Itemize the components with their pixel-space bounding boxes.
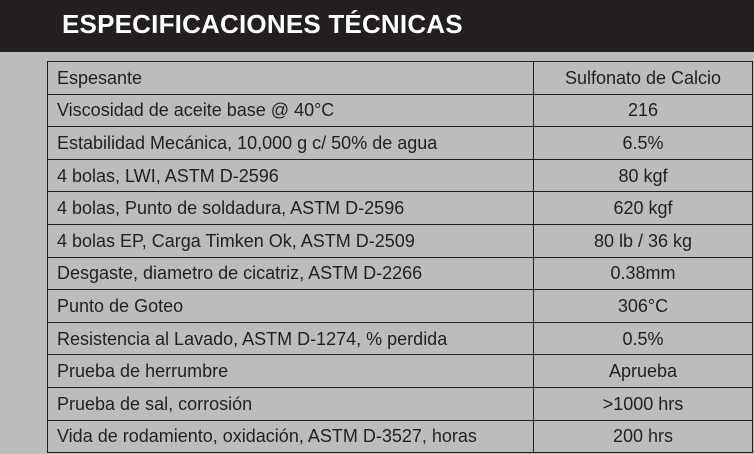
specifications-table	[47, 61, 753, 453]
table-row	[48, 127, 753, 160]
table-row	[48, 224, 753, 257]
spec-property: Prueba de sal, corrosión	[48, 387, 534, 420]
section-header	[0, 0, 754, 52]
spec-value: Sulfonato de Calcio	[534, 62, 753, 95]
spec-value: 80 kgf	[534, 159, 753, 192]
table-row	[48, 355, 753, 388]
spec-property: 4 bolas, LWI, ASTM D-2596	[48, 159, 534, 192]
table-row	[48, 420, 753, 453]
table-row	[48, 290, 753, 323]
table-row	[48, 94, 753, 127]
spec-property: Vida de rodamiento, oxidación, ASTM D-3527, horas	[48, 420, 534, 453]
spec-property: Espesante	[48, 62, 534, 95]
table-row	[48, 159, 753, 192]
table-row	[48, 322, 753, 355]
page-title: ESPECIFICACIONES TÉCNICAS	[62, 9, 463, 39]
spec-value: 620 kgf	[534, 192, 753, 225]
spec-property: Estabilidad Mecánica, 10,000 g c/ 50% de agua	[48, 127, 534, 160]
table-row	[48, 387, 753, 420]
spec-property: 4 bolas, Punto de soldadura, ASTM D-2596	[48, 192, 534, 225]
spec-property: Resistencia al Lavado, ASTM D-1274, % perdida	[48, 322, 534, 355]
table-row	[48, 192, 753, 225]
spec-property: Viscosidad de aceite base @ 40°C	[48, 94, 534, 127]
spec-value: 200 hrs	[534, 420, 753, 453]
spec-value: 6.5%	[534, 127, 753, 160]
spec-value: 0.5%	[534, 322, 753, 355]
table-row	[48, 257, 753, 290]
table-row	[48, 62, 753, 95]
spec-property: Punto de Goteo	[48, 290, 534, 323]
spec-value: 216	[534, 94, 753, 127]
spec-property: Prueba de herrumbre	[48, 355, 534, 388]
spec-value: 80 lb / 36 kg	[534, 224, 753, 257]
spec-value: Aprueba	[534, 355, 753, 388]
spec-value: 0.38mm	[534, 257, 753, 290]
spec-property: 4 bolas EP, Carga Timken Ok, ASTM D-2509	[48, 224, 534, 257]
spec-value: 306°C	[534, 290, 753, 323]
spec-value: >1000 hrs	[534, 387, 753, 420]
spec-property: Desgaste, diametro de cicatriz, ASTM D-2266	[48, 257, 534, 290]
